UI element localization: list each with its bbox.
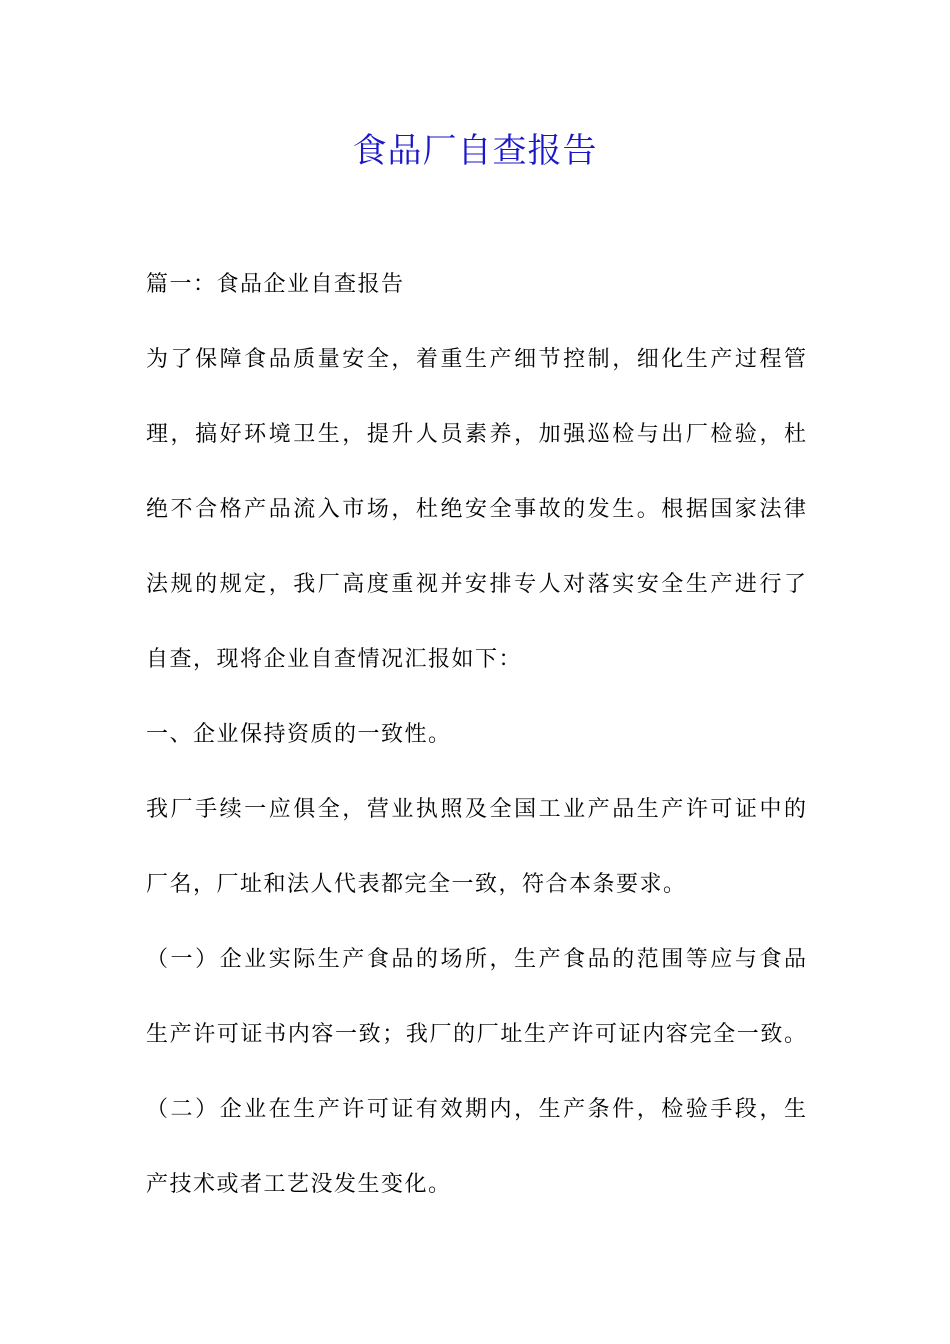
paragraph-line: （二）企业在生产许可证有效期内，生产条件，检验手段，生: [146, 1097, 806, 1122]
paragraph-line: 我厂手续一应俱全，营业执照及全国工业产品生产许可证中的: [146, 797, 806, 822]
paragraph-line: 法规的规定，我厂高度重视并安排专人对落实安全生产进行了: [146, 572, 806, 597]
paragraph-line: 厂名，厂址和法人代表都完全一致，符合本条要求。: [146, 872, 687, 897]
document-body: [146, 265, 806, 1240]
paragraph-line: 为了保障食品质量安全，着重生产细节控制，细化生产过程管: [146, 347, 806, 372]
paragraph-line: 自查，现将企业自查情况汇报如下：: [146, 647, 523, 672]
paragraph-line: 绝不合格产品流入市场，杜绝安全事故的发生。根据国家法律: [146, 497, 806, 522]
document-title: 食品厂自查报告: [352, 131, 598, 171]
paragraph-line: 生产许可证书内容一致；我厂的厂址生产许可证内容完全一致。: [146, 1022, 806, 1047]
paragraph-line: 理，搞好环境卫生，提升人员素养，加强巡检与出厂检验，杜: [146, 422, 806, 447]
section-heading: 一、企业保持资质的一致性。: [146, 722, 452, 747]
section-heading: 篇一：食品企业自查报告: [146, 272, 405, 297]
paragraph-line: 产技术或者工艺没发生变化。: [146, 1172, 452, 1197]
paragraph-line: （一）企业实际生产食品的场所，生产食品的范围等应与食品: [146, 947, 806, 972]
